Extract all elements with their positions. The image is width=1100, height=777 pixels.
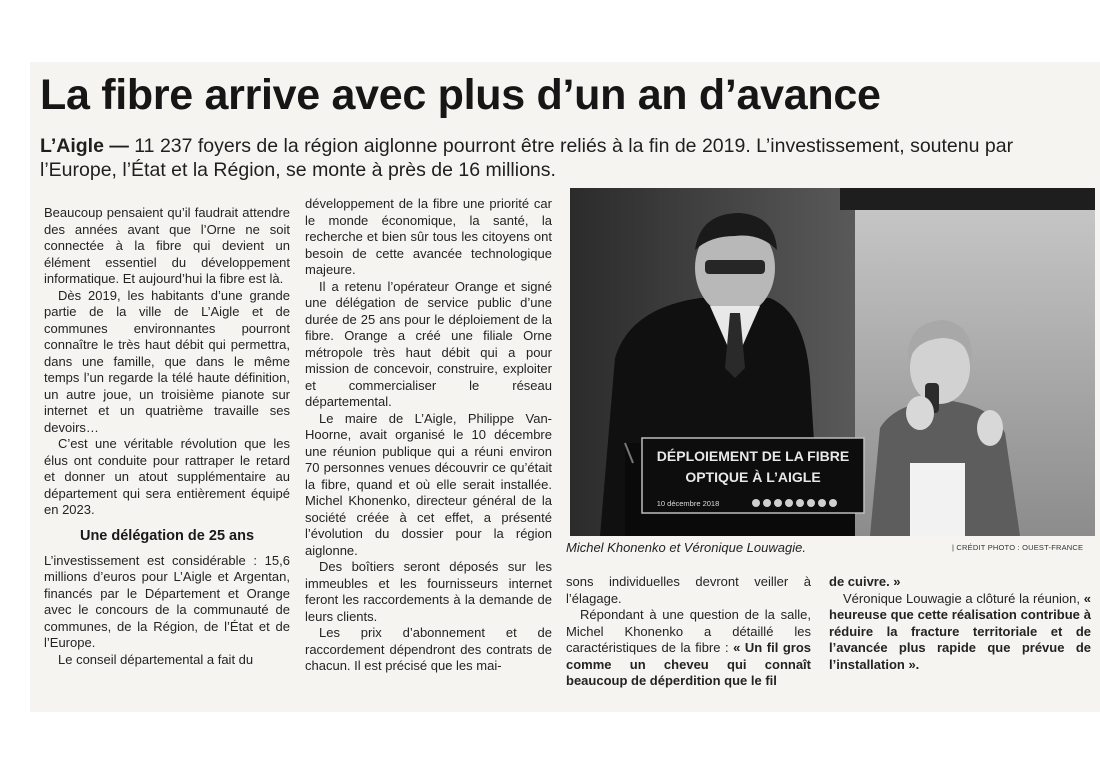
paragraph [829, 591, 1091, 674]
paragraph: Le conseil départemental a fait du [58, 651, 254, 667]
paragraph: L’investissement est considérable : 15,6 millions d’euros pour L’Aigle et Argentan, financés par le Département et Orange avec le concours de la communauté de communes, de la Région, de l’État et de l’Europe. [44, 552, 290, 650]
paragraph: C’est une véritable révolution que les élus ont conduite pour rattraper le retard et donner un atout supplémentaire au département qui sera entièrement équipé en 2023. [44, 436, 290, 517]
paragraph: Beaucoup pensaient qu’il faudrait attendre des années avant que l’Orne ne soit connectée à la fibre qui devient un élément essentiel du développement informatique. Et aujourd’hui la fibre est là. [44, 205, 290, 286]
paragraph-text: Répondant à une question de la salle, Michel Khonenko a détaillé les caractéristiques de la fibre : [566, 607, 811, 655]
photo-illustration [570, 188, 1095, 536]
column-4 [829, 574, 1091, 673]
column-1 [44, 205, 290, 668]
banner-line-1: DÉPLOIEMENT DE LA FIBRE [656, 448, 850, 464]
quote: « heureuse que cette réalisation contribue à réduire la fracture territoriale et de l’avancée plus rapide que prévue de l’installation ». [829, 590, 1091, 672]
photo-caption: Michel Khonenko et Véronique Louwagie. [566, 540, 806, 555]
paragraph: Il a retenu l’opérateur Orange et signé une délégation de service public d’une durée de 25 ans pour le déploiement de la fibre. Orange a créé une filiale Orne métropole très haut débit qui a pour mission de concevoir, construire, exploiter et commercialiser le réseau départemental. [305, 278, 552, 409]
quote: « Un fil gros comme un cheveu qui connaît beaucoup de déperdition que le fil [566, 640, 811, 688]
photo-credit: | CRÉDIT PHOTO : OUEST-FRANCE [952, 543, 1084, 552]
paragraph [566, 607, 811, 690]
paragraph: Des boîtiers seront déposés sur les immeubles et les fournisseurs internet feront les raccordements à la demande de leurs clients. [305, 559, 552, 624]
lede-text: 11 237 foyers de la région aiglonne pourront être reliés à la fin de 2019. L’investissement, soutenu par l’Europe, l’État et la Région, se monte à près de 16 millions. [40, 135, 1014, 181]
column-3 [566, 574, 811, 690]
article-photo [570, 188, 1095, 536]
banner-line-2: OPTIQUE À L’AIGLE [685, 469, 821, 485]
column-2 [305, 196, 552, 675]
paragraph: sons individuelles devront veiller à l’élagage. [566, 574, 811, 606]
paragraph-text: Véronique Louwagie a clôturé la réunion, [843, 590, 1084, 606]
lede-place: L’Aigle — [40, 135, 129, 157]
subheading: Une délégation de 25 ans [79, 527, 255, 544]
headline: La fibre arrive avec plus d’un an d’avance [40, 71, 881, 119]
paragraph: Les prix d’abonnement et de raccordement dépendront des contrats de chacun. Il est précisé que les mai- [305, 625, 552, 673]
paragraph: Dès 2019, les habitants d’une grande partie de la ville de L’Aigle et de communes environnantes pourront connaître le très haut débit qui permettra, dans une famille, que dans le même temps l’un regarde la télé haute définition, un autre joue, un troisième pianote sur internet et un quatrième travaille ses devoirs… [44, 287, 290, 435]
paragraph: Le maire de L’Aigle, Philippe Van-Hoorne, avait organisé le 10 décembre une réunion publique qui a réuni environ 70 personnes venues découvrir ce qu’était la fibre, quand et où elle serait installée. Michel Khonenko, directeur général de la société créée à cet effet, a présenté l’évolution du dossier pour la région aiglonne. [305, 410, 552, 558]
banner-date: 10 décembre 2018 [656, 499, 720, 508]
quote: de cuivre. » [829, 574, 901, 589]
lede [40, 134, 1085, 182]
paragraph: développement de la fibre une priorité car le monde économique, la santé, la recherche et bien sûr tous les citoyens ont besoin de cette avancée technologique majeure. [305, 196, 552, 277]
